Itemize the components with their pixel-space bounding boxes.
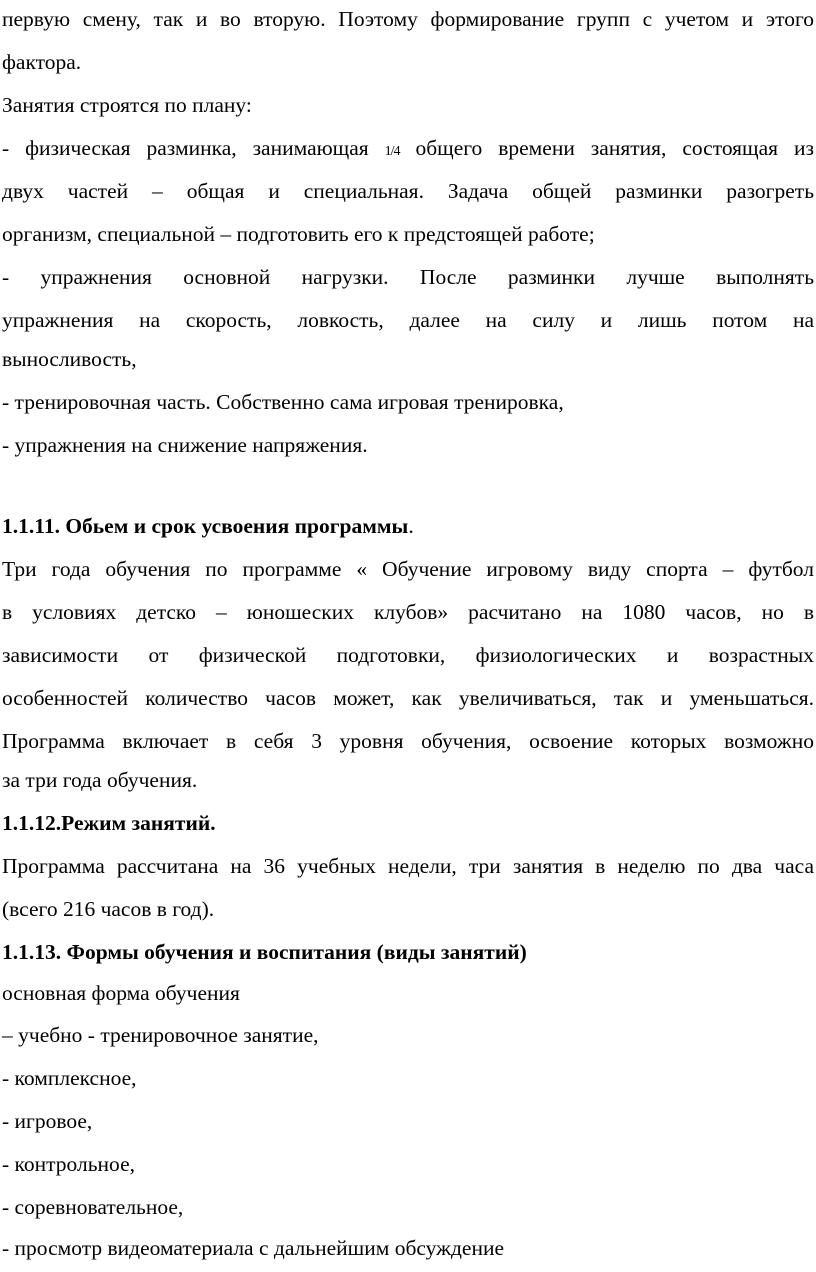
list-item: - соревновательное,: [2, 1195, 184, 1219]
text-line: Программа рассчитана на 36 учебных недели, три занятия в неделю по два часа: [2, 854, 814, 878]
list-item: - просмотр видеоматериала с дальнейшим обсуждение: [2, 1236, 504, 1260]
section-heading: 1.1.12.Режим занятий.: [2, 811, 216, 835]
text-line: зависимости от физической подготовки, физиологических и возрастных: [2, 643, 814, 667]
list-item: – учебно - тренировочное занятие,: [2, 1023, 319, 1047]
text-line: (всего 216 часов в год).: [2, 897, 215, 921]
text-line: Три года обучения по программе « Обучение игровому виду спорта – футбол: [2, 557, 814, 581]
text-line: в условиях детско – юношеских клубов» расчитано на 1080 часов, но в: [2, 600, 814, 624]
text-line: - тренировочная часть. Собственно сама игровая тренировка,: [2, 390, 564, 414]
list-item: - игровое,: [2, 1109, 93, 1133]
text-line: организм, специальной – подготовить его к предстоящей работе;: [2, 222, 595, 246]
text-fragment: общего времени занятия, состоящая из: [415, 136, 814, 160]
list-item: - комплексное,: [2, 1066, 137, 1090]
section-heading-text: 1.1.11. Обьем и срок усвоения программы: [2, 514, 409, 538]
text-line: - упражнения основной нагрузки. После разминки лучше выполнять: [2, 265, 814, 289]
fraction-one-quarter: 1/4: [384, 144, 400, 159]
section-heading-dot: .: [408, 514, 414, 538]
text-line: особенностей количество часов может, как увеличиваться, так и уменьшаться.: [2, 686, 814, 710]
text-line: двух частей – общая и специальная. Задача общей разминки разогреть: [2, 179, 814, 203]
text-line: [2, 135, 814, 165]
text-line: Программа включает в себя 3 уровня обучения, освоение которых возможно: [2, 729, 814, 753]
section-heading: [2, 513, 814, 539]
list-item: - контрольное,: [2, 1152, 135, 1176]
text-line: упражнения на скорость, ловкость, далее на силу и лишь потом на: [2, 308, 814, 332]
text-line: фактора.: [2, 50, 82, 74]
text-line: за три года обучения.: [2, 768, 198, 792]
text-line: выносливость,: [2, 347, 137, 371]
text-line: Занятия строятся по плану:: [2, 93, 252, 117]
text-fragment: - физическая разминка, занимающая: [2, 136, 369, 160]
text-line: - упражнения на снижение напряжения.: [2, 433, 368, 457]
section-heading: 1.1.13. Формы обучения и воспитания (виды занятий): [2, 940, 527, 964]
list-item: основная форма обучения: [2, 981, 240, 1005]
text-line: первую смену, так и во вторую. Поэтому формирование групп с учетом и этого: [2, 7, 814, 31]
